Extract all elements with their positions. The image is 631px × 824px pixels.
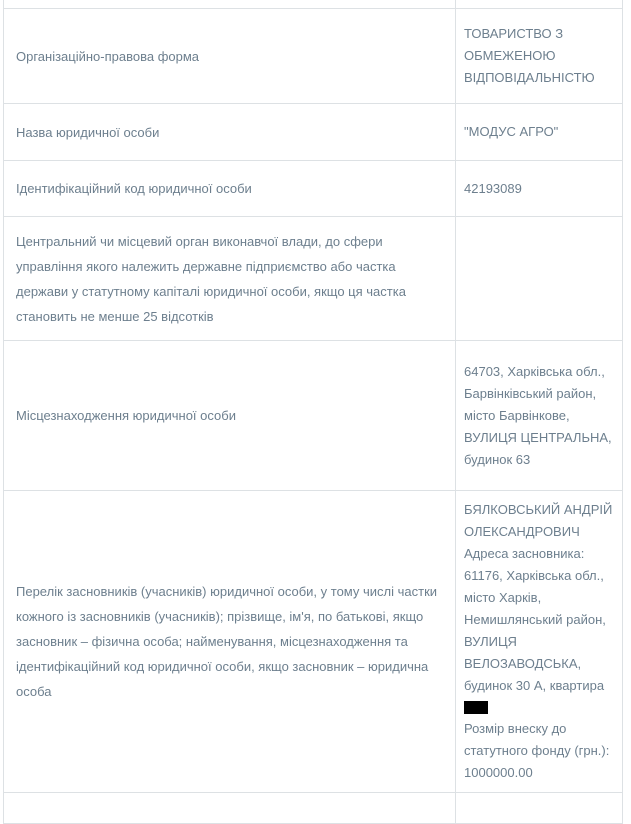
partial-value-cell (456, 793, 623, 824)
state-authority-label: Центральний чи місцевий орган виконавчої влади, до сфери управління якого належить державне підприємство або частка держави у статутному капіталі юридичної особи, якщо ця частка становить не менше 25 відсотків (4, 217, 456, 341)
founders-value (456, 491, 623, 793)
partial-label-cell (4, 0, 456, 9)
founder-address: 61176, Харківська обл., місто Харків, Немишлянський район, ВУЛИЦЯ ВЕЛОЗАВОДСЬКА, будинок 30 А, квартира (464, 568, 606, 693)
table-row-partial-bottom (4, 793, 623, 824)
state-authority-value (456, 217, 623, 341)
table-row-company-address (4, 341, 623, 491)
table-row-state-authority (4, 217, 623, 341)
table-row-partial-top (4, 0, 623, 9)
company-address-value: 64703, Харківська обл., Барвінківський район, місто Барвінкове, ВУЛИЦЯ ЦЕНТРАЛЬНА, будинок 63 (456, 341, 623, 491)
redaction-box (464, 701, 488, 714)
founder-contribution-value: 1000000.00 (464, 765, 533, 780)
founder-address-label: Адреса засновника: (464, 546, 585, 561)
founders-label: Перелік засновників (учасників) юридичної особи, у тому числі частки кожного із засновників (учасників); прізвище, ім'я, по батькові, якщо засновник – фізична особа; найменування, місцезнаходження та ідентифікаційний код юридичної особи, якщо засновник – юридична особа (4, 491, 456, 793)
table-row-founders (4, 491, 623, 793)
partial-value-cell (456, 0, 623, 9)
company-name-value: "МОДУС АГРО" (456, 104, 623, 161)
company-code-value: 42193089 (456, 161, 623, 217)
legal-form-value: ТОВАРИСТВО З ОБМЕЖЕНОЮ ВІДПОВІДАЛЬНІСТЮ (456, 9, 623, 104)
table-row-company-code (4, 161, 623, 217)
table-row-company-name (4, 104, 623, 161)
registry-table (3, 0, 623, 824)
company-name-label: Назва юридичної особи (4, 104, 456, 161)
founder-contribution-label: Розмір внеску до статутного фонду (грн.): (464, 721, 610, 758)
founder-name: БЯЛКОВСЬКИЙ АНДРІЙ ОЛЕКСАНДРОВИЧ (464, 502, 613, 539)
company-address-label: Місцезнаходження юридичної особи (4, 341, 456, 491)
partial-label-cell (4, 793, 456, 824)
table-row-legal-form (4, 9, 623, 104)
company-code-label: Ідентифікаційний код юридичної особи (4, 161, 456, 217)
legal-form-label: Організаційно-правова форма (4, 9, 456, 104)
